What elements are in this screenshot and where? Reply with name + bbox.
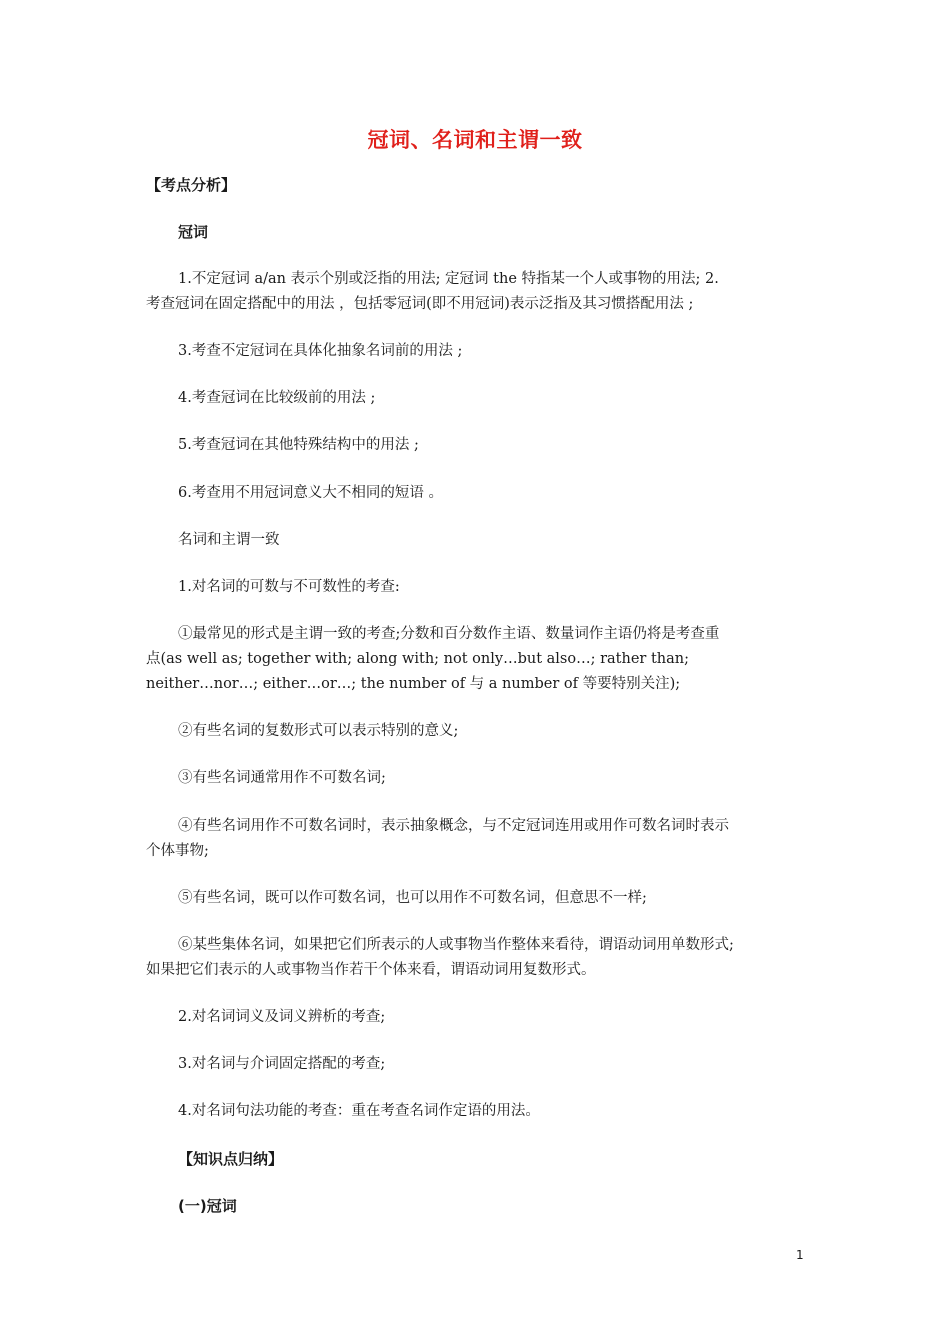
paragraph-circle-6-line1: ⑥某些集体名词，如果把它们所表示的人或事物当作整体来看待，谓语动词用单数形式; [178,937,734,953]
page-number: 1 [796,1248,804,1262]
paragraph-circle-5: ⑤有些名词，既可以作可数名词，也可以用作不可数名词，但意思不一样; [178,890,647,906]
paragraph-article-1-line2: 考查冠词在固定搭配中的用法 ，包括零冠词(即不用冠词)表示泛指及其习惯搭配用法 ; [146,296,694,312]
paragraph-circle-1-line1: ①最常见的形式是主谓一致的考查;分数和百分数作主语、数量词作主语仍将是考查重 [178,626,720,642]
paragraph-circle-1-line3: neither…nor…; either…or…; the number of 与 a number of 等要特别关注); [146,676,681,692]
subheading-part-one-articles: (一)冠词 [178,1197,237,1215]
subheading-articles: 冠词 [178,223,209,241]
paragraph-circle-4-line2: 个体事物; [146,843,209,859]
paragraph-article-3: 3.考查不定冠词在具体化抽象名词前的用法 ; [178,343,463,359]
paragraph-noun-2: 2.对名词词义及词义辨析的考查; [178,1009,386,1025]
paragraph-article-5: 5.考查冠词在其他特殊结构中的用法 ; [178,437,419,453]
section-heading-knowledge-summary: 【知识点归纳】 [178,1150,284,1168]
paragraph-article-6: 6.考查用不用冠词意义大不相同的短语 。 [178,485,443,501]
paragraph-noun-4: 4.对名词句法功能的考查：重在考查名词作定语的用法。 [178,1103,540,1119]
paragraph-noun-3: 3.对名词与介词固定搭配的考查; [178,1056,386,1072]
paragraph-circle-3: ③有些名词通常用作不可数名词; [178,770,386,786]
paragraph-noun-1: 1.对名词的可数与不可数性的考查: [178,579,400,595]
document-title: 冠词、名词和主谓一致 [367,128,583,152]
paragraph-article-1-line1: 1.不定冠词 a/an 表示个别或泛指的用法; 定冠词 the 特指某一个人或事物的用法; 2. [178,271,719,287]
paragraph-article-4: 4.考查冠词在比较级前的用法 ; [178,390,376,406]
subheading-nouns-agreement: 名词和主谓一致 [178,532,280,548]
paragraph-circle-2: ②有些名词的复数形式可以表示特别的意义; [178,723,459,739]
paragraph-circle-4-line1: ④有些名词用作不可数名词时，表示抽象概念，与不定冠词连用或用作可数名词时表示 [178,818,729,834]
paragraph-circle-6-line2: 如果把它们表示的人或事物当作若干个体来看，谓语动词用复数形式。 [146,962,596,978]
section-heading-exam-analysis: 【考点分析】 [146,176,237,194]
paragraph-circle-1-line2: 点(as well as; together with; along with; not only…but also…; rather than; [146,651,689,667]
